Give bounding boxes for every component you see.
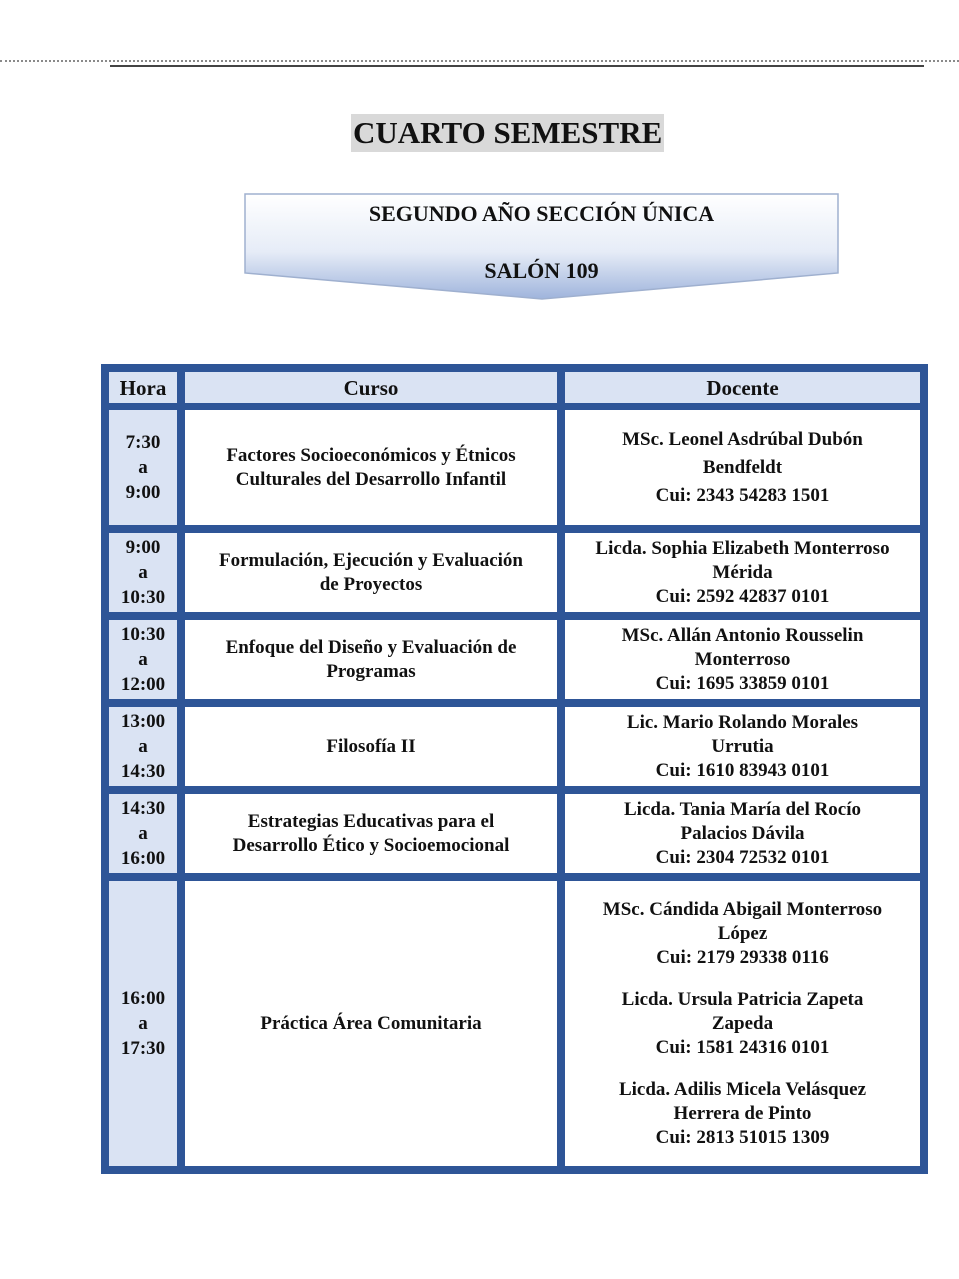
time-separator: a [138, 562, 148, 583]
teacher-name: López [717, 922, 768, 944]
header-rule [110, 65, 924, 67]
course-cell [185, 533, 557, 612]
time-cell [109, 707, 177, 786]
course-name-line: Estrategias Educativas para el [247, 810, 495, 832]
time-separator: a [138, 1013, 148, 1034]
course-name-line: Formulación, Ejecución y Evaluación [219, 549, 523, 571]
course-cell [185, 707, 557, 786]
teacher-name: MSc. Leonel Asdrúbal Dubón [622, 428, 863, 450]
teacher-cell [565, 881, 920, 1166]
teacher-cell [565, 410, 920, 525]
end-time: 9:00 [125, 482, 161, 503]
teacher-cell [565, 794, 920, 873]
teacher-name: Licda. Sophia Elizabeth Monterroso [595, 537, 890, 559]
end-time: 16:00 [120, 848, 166, 869]
time-separator: a [138, 457, 148, 478]
start-time: 10:30 [120, 624, 166, 645]
teacher-cui: Cui: 1581 24316 0101 [655, 1036, 830, 1058]
column-header-curso: Curso [185, 372, 557, 403]
banner-room-text: SALÓN 109 [484, 258, 599, 283]
end-time: 14:30 [120, 761, 166, 782]
teacher-name: Mérida [712, 561, 773, 583]
teacher-name: Zapeda [711, 1012, 774, 1034]
page-title: CUARTO SEMESTRE [353, 115, 663, 150]
course-name-line: Culturales del Desarrollo Infantil [235, 468, 507, 490]
teacher-name: Urrutia [711, 735, 774, 757]
teacher-name: Palacios Dávila [680, 822, 805, 844]
course-name-line: Programas [326, 660, 416, 682]
teacher-name: Licda. Tania María del Rocío [624, 798, 861, 820]
teacher-name: Monterroso [694, 648, 791, 670]
column-header-docente: Docente [565, 372, 920, 403]
time-cell [109, 410, 177, 525]
teacher-cui: Cui: 2179 29338 0116 [656, 946, 829, 968]
teacher-cui: Cui: 2343 54283 1501 [655, 484, 830, 506]
teacher-name: MSc. Cándida Abigail Monterroso [602, 898, 883, 920]
teacher-cell [565, 620, 920, 699]
course-name-line: Enfoque del Diseño y Evaluación de [225, 636, 517, 658]
time-separator: a [138, 736, 148, 757]
time-separator: a [138, 823, 148, 844]
end-time: 12:00 [120, 674, 166, 695]
start-time: 7:30 [125, 432, 161, 453]
teacher-name: Herrera de Pinto [673, 1102, 812, 1124]
start-time: 13:00 [120, 711, 166, 732]
time-cell [109, 881, 177, 1166]
teacher-cui: Cui: 1695 33859 0101 [655, 672, 830, 694]
course-name-line: de Proyectos [319, 573, 423, 595]
course-cell [185, 410, 557, 525]
schedule-table [101, 364, 928, 1174]
teacher-name: Bendfeldt [702, 456, 783, 478]
start-time: 14:30 [120, 798, 166, 819]
time-cell [109, 794, 177, 873]
teacher-cui: Cui: 2592 42837 0101 [655, 585, 830, 607]
teacher-name: Lic. Mario Rolando Morales [626, 711, 859, 733]
start-time: 9:00 [125, 537, 161, 558]
time-cell [109, 620, 177, 699]
teacher-cui: Cui: 1610 83943 0101 [655, 759, 830, 781]
course-name-line: Filosofía II [326, 735, 416, 757]
course-name-line: Factores Socioeconómicos y Étnicos [226, 444, 516, 466]
start-time: 16:00 [120, 988, 166, 1009]
top-dotted-rule [0, 60, 959, 62]
course-cell [185, 794, 557, 873]
teacher-cui: Cui: 2813 51015 1309 [655, 1126, 830, 1148]
course-name-line: Práctica Área Comunitaria [260, 1012, 482, 1034]
end-time: 10:30 [120, 587, 166, 608]
banner-section-text: SEGUNDO AÑO SECCIÓN ÚNICA [368, 201, 715, 226]
course-name-line: Desarrollo Ético y Socioemocional [232, 834, 510, 856]
course-cell [185, 881, 557, 1166]
teacher-cui: Cui: 2304 72532 0101 [655, 846, 830, 868]
teacher-cell [565, 707, 920, 786]
teacher-name: Licda. Adilis Micela Velásquez [618, 1078, 867, 1100]
course-cell [185, 620, 557, 699]
teacher-name: Licda. Ursula Patricia Zapeta [621, 988, 864, 1010]
teacher-cell [565, 533, 920, 612]
time-cell [109, 533, 177, 612]
column-header-hora: Hora [109, 372, 177, 403]
teacher-name: MSc. Allán Antonio Rousselin [621, 624, 864, 646]
time-separator: a [138, 649, 148, 670]
section-banner [244, 193, 839, 301]
end-time: 17:30 [120, 1038, 166, 1059]
